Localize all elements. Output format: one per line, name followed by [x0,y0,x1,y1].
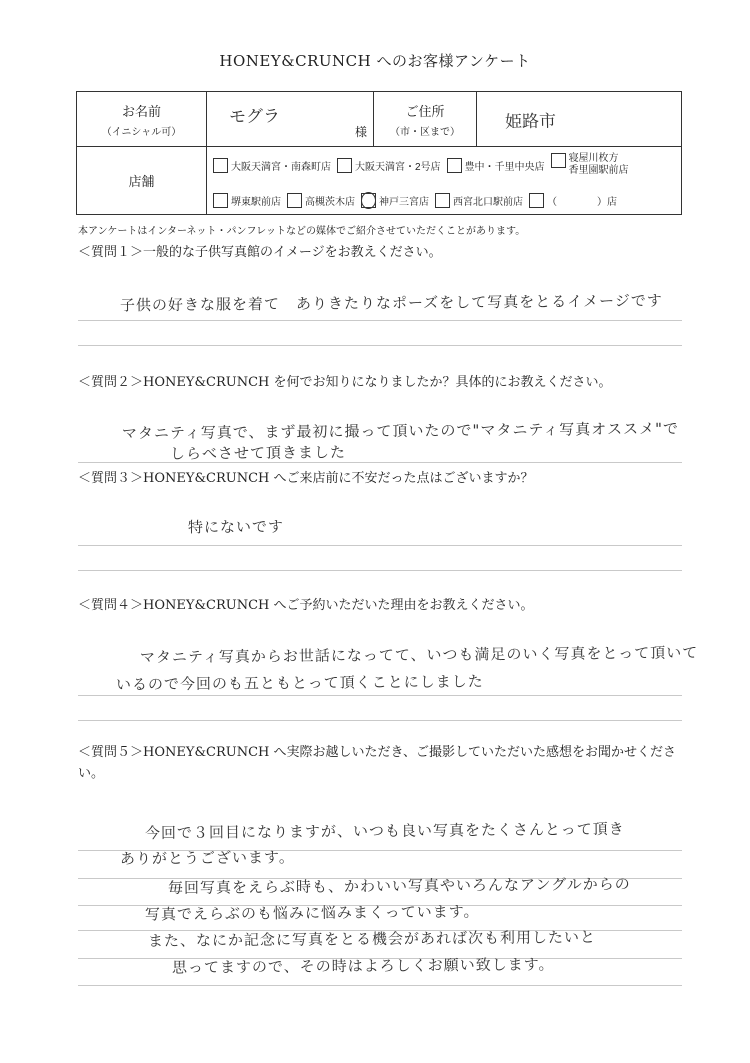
address-label: ご住所 [405,104,445,120]
notice-text: 本アンケートはインターネット・パンフレットなどの媒体でご紹介させていただくことがあります。 [78,226,526,237]
name-label: お名前 [121,104,161,120]
name-suffix: 様 [354,125,367,139]
question-1: ＜質問１＞一般的な子供写真館のイメージをお教えください。 [78,245,442,260]
name-value: モグラ [228,106,281,128]
store-checkbox[interactable] [551,153,566,168]
store-checkbox[interactable] [213,158,228,173]
store-option-label: 寝屋川枚方 香里園駅前店 [568,153,629,176]
answer-5-line[interactable]: 今回で３回目になりますが、いつも良い写真をたくさんとって頂き [144,819,625,843]
store-checkbox[interactable] [361,193,376,208]
address-value: 姫路市 [504,110,557,133]
store-label: 店舗 [128,175,155,190]
answer-2-line[interactable]: マタニティ写真で、まず最初に撮って頂いたので"マタニティ写真オススメ"で [121,419,680,443]
store-checkbox[interactable] [337,158,352,173]
store-option[interactable] [213,193,281,208]
name-label-cell [77,92,207,147]
store-options [207,147,682,215]
answer-rule-line [78,462,682,463]
store-option[interactable] [287,193,355,208]
store-option-label: 堺東駅前店 [231,197,281,208]
address-sublabel: （市・区まで） [390,126,460,138]
answer-rule-line [78,720,682,721]
survey-title: HONEY&CRUNCH へのお客様アンケート [219,52,531,70]
store-option[interactable] [551,153,629,177]
store-checkbox[interactable] [447,158,462,173]
question-4: ＜質問４＞HONEY&CRUNCH へご予約いただいた理由をお教えください。 [78,598,534,613]
answer-rule-line [78,545,682,546]
store-checkbox[interactable] [435,193,450,208]
store-option[interactable] [361,193,429,208]
answer-5-line[interactable]: ありがとうございます。 [119,848,295,868]
store-option-label: 神戸三宮店 [379,197,429,208]
store-option[interactable] [435,193,523,208]
answer-5-line[interactable]: また、なにか記念に写真をとる機会があれば次も利用したいと [147,928,597,950]
store-option[interactable] [337,153,441,177]
question-2: ＜質問２＞HONEY&CRUNCH を何でお知りになりましたか？具体的にお教えください。 [78,375,612,390]
question-3: ＜質問３＞HONEY&CRUNCH へご来店前に不安だった点はございますか？ [78,471,534,486]
store-option-label: 豊中・千里中央店 [464,161,545,173]
answer-rule-line [78,695,682,696]
store-option-label: 大阪天満宮・2号店 [355,161,441,173]
name-field[interactable] [207,92,374,147]
name-sublabel: （イニシャル可） [101,126,182,138]
store-checkbox[interactable] [213,193,228,208]
answer-rule-line [78,345,682,346]
address-label-cell [374,92,477,147]
address-field[interactable] [477,92,682,147]
customer-info-table [76,91,682,215]
store-option-label: 高槻茨木店 [305,197,355,208]
answer-5-line[interactable]: 写真でえらぶのも悩みに悩みまくっています。 [144,902,480,924]
store-option[interactable] [447,153,545,177]
answer-rule-line [78,570,682,571]
store-checkbox[interactable] [287,193,302,208]
question-5: ＜質問５＞HONEY&CRUNCH へ実際お越しいただき、ご撮影していただいた感想をお聞かせください。 [78,745,676,781]
answer-rule-line [78,985,682,986]
store-option-label: （ ）店 [547,197,617,208]
store-option-label: 西宮北口駅前店 [453,197,523,208]
store-option-label: 大阪天満宮・南森町店 [231,161,331,173]
answer-2-line[interactable]: しらべさせて頂きました [169,443,347,463]
answer-4-line[interactable]: マタニティ写真からお世話になってて、いつも満足のいく写真をとって頂いて [139,643,699,667]
store-label-cell [77,147,207,215]
store-option[interactable] [529,193,617,208]
answer-1-line[interactable]: 子供の好きな服を着て ありきたりなポーズをして写真をとるイメージです [119,291,663,315]
answer-5-line[interactable]: 思ってますので、その時はよろしくお願い致します。 [171,955,555,977]
answer-rule-line [78,320,682,321]
answer-4-line[interactable]: いるので今回のも五ともとって頂くことにしました [115,672,484,694]
store-option[interactable] [213,153,331,177]
answer-5-line[interactable]: 毎回写真をえらぶ時も、かわいい写真やいろんなアングルからの [167,874,631,898]
store-checkbox[interactable] [529,193,544,208]
answer-3-line[interactable]: 特にないです [187,517,285,537]
